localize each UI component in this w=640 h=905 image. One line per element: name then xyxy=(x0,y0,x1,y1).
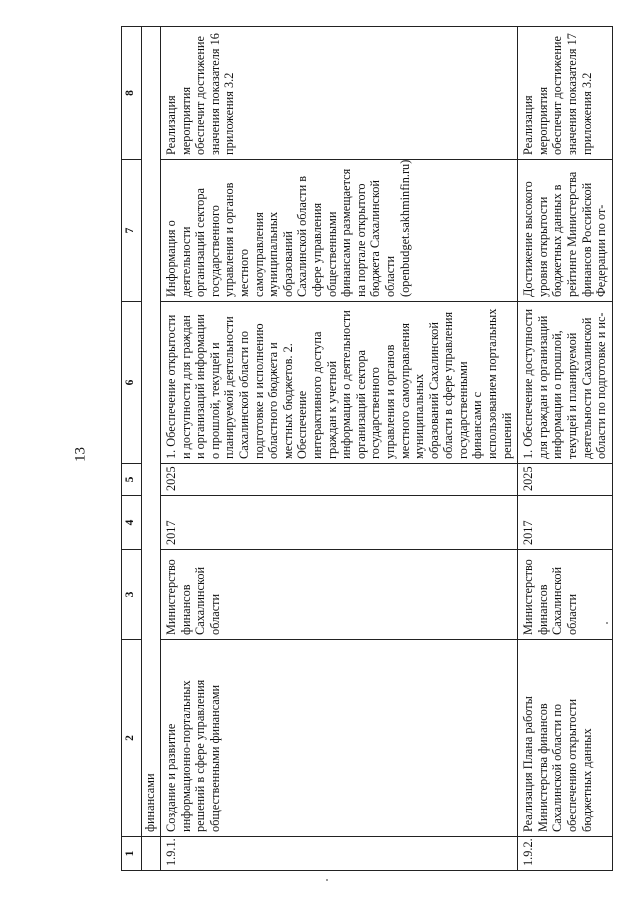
executor: Министерство финансов Сахалинской области xyxy=(518,550,613,640)
end-year: 2025 xyxy=(161,464,518,496)
indicator-link: Реализация мероприятия обеспечит достижение значения показателя 17 приложения 3.2 xyxy=(518,27,613,160)
scan-speck xyxy=(606,622,608,624)
table-row xyxy=(518,27,613,871)
indicator-link: Реализация мероприятия обеспечит достижение значения показателя 16 приложения 3.2 xyxy=(161,27,518,160)
scan-speck xyxy=(326,879,328,881)
header-cell: 4 xyxy=(122,496,142,550)
section-continuation-row xyxy=(142,27,161,871)
measures-table xyxy=(121,26,613,871)
measure-name: Создание и развитие информационно-портальных решений в сфере управления общественными финансами xyxy=(161,640,518,837)
header-row xyxy=(122,27,142,871)
header-cell: 7 xyxy=(122,160,142,302)
header-cell: 3 xyxy=(122,550,142,640)
header-cell: 1 xyxy=(122,837,142,871)
start-year: 2017 xyxy=(161,496,518,550)
header-cell: 5 xyxy=(122,464,142,496)
table-row xyxy=(161,27,518,871)
executor: Министерство финансов Сахалинской области xyxy=(161,550,518,640)
row-number: 1.9.2. xyxy=(518,837,613,871)
expected-result: 1. Обеспечение доступности для граждан и организаций информации о прошлой, текущей и планируемой деятельности Сахалинской области по подготовке и ис- xyxy=(518,302,613,464)
table-cell xyxy=(142,837,161,871)
measure-name: Реализация Плана работы Министерства финансов Сахалинской области по обеспечению открытости бюджетных данных xyxy=(518,640,613,837)
start-year: 2017 xyxy=(518,496,613,550)
consequences: Достижение высокого уровня открытости бюджетных данных в рейтинге Министерства финансов Российской Федерации по от- xyxy=(518,160,613,302)
page-number: 13 xyxy=(72,447,89,462)
end-year: 2025 xyxy=(518,464,613,496)
expected-result: 1. Обеспечение открытости и доступности для граждан и организаций информации о прошлой, текущей и планируемой деятельности Сахалинской области по подготовке и исполнению областного бюджета и местных бюджетов. 2. Обеспечение интерактивного доступа граждан к учетной информации о деятельности организаций сектора государственного управления и органов местного самоуправления муниципальных образований Сахалинской области в сфере управления государственными финансами с использованием портальных решений xyxy=(161,302,518,464)
header-cell: 6 xyxy=(122,302,142,464)
rotated-table-wrapper xyxy=(121,27,609,871)
header-cell: 2 xyxy=(122,640,142,837)
consequences: Информация о деятельности организаций сектора государственного управления и органов местного самоуправления муниципальных образований Сахалинской области в сфере управления общественными финансами размещается на портале открытого бюджета Сахалинской области (openbudget.sakhminfin.ru) xyxy=(161,160,518,302)
header-cell: 8 xyxy=(122,27,142,160)
section-continuation: финансами xyxy=(142,27,161,837)
row-number: 1.9.1. xyxy=(161,837,518,871)
